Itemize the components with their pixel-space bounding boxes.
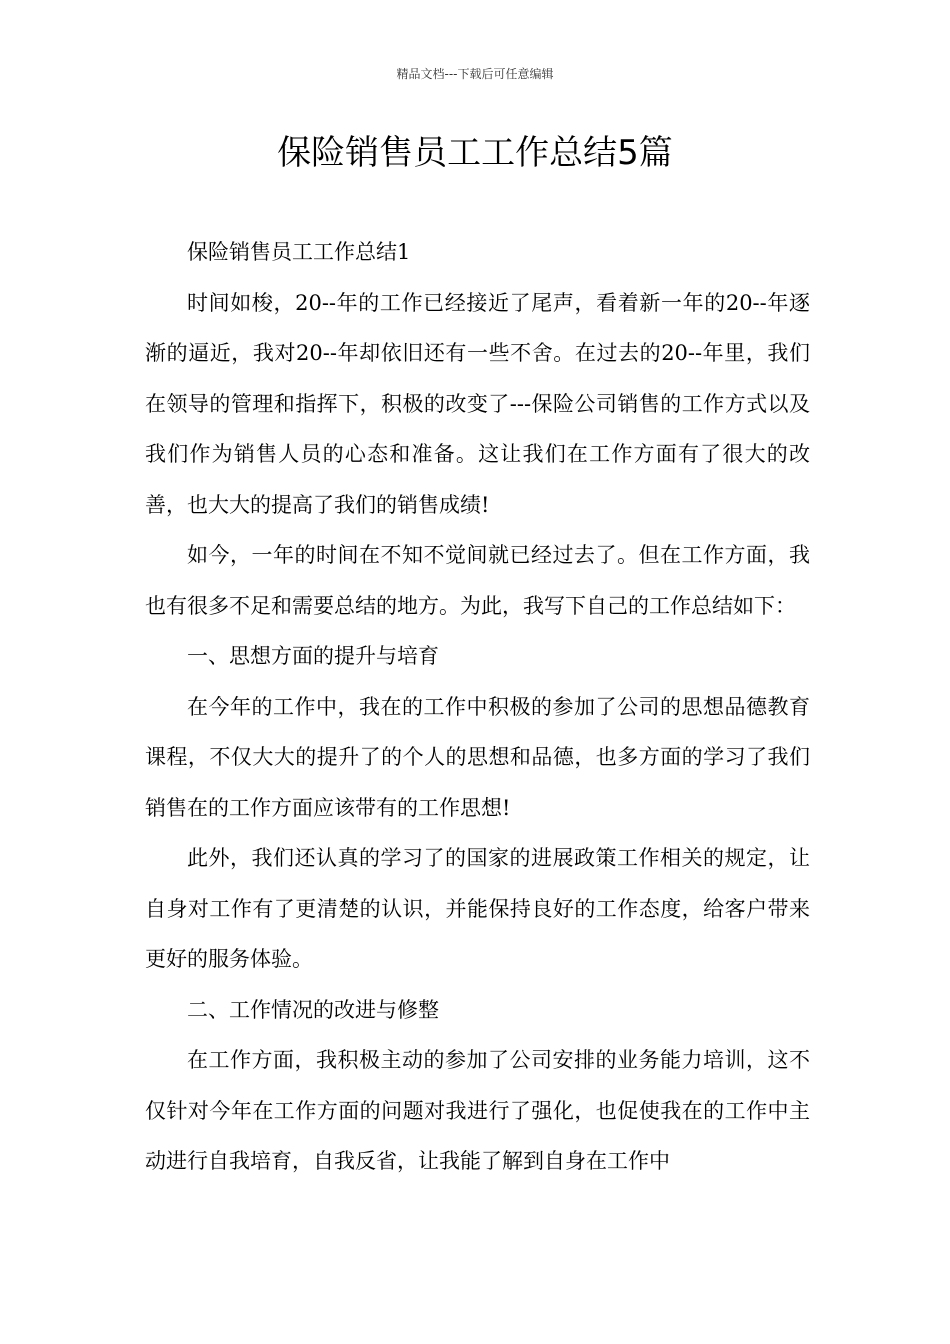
body-paragraph: 时间如梭，20--年的工作已经接近了尾声，看着新一年的20--年逐渐的逼近，我对20--年却依旧还有一些不舍。在过去的20--年里，我们在领导的管理和指挥下，积极的改变了---保险公司销售的工作方式以及我们作为销售人员的心态和准备。这让我们在工作方面有了很大的改善，也大大的提高了我们的销售成绩! [145, 290, 810, 517]
header-note: 精品文档---下载后可任意编辑 [396, 67, 554, 81]
section-heading: 二、工作情况的改进与修整 [187, 997, 439, 1022]
body-paragraph: 如今，一年的时间在不知不觉间就已经过去了。但在工作方面，我也有很多不足和需要总结的地方。为此，我写下自己的工作总结如下： [145, 543, 810, 618]
document-title: 保险销售员工工作总结5篇 [277, 133, 673, 173]
body-paragraph: 此外，我们还认真的学习了的国家的进展政策工作相关的规定，让自身对工作有了更清楚的认识，并能保持良好的工作态度，给客户带来更好的服务体验。 [145, 846, 810, 971]
section-heading: 一、思想方面的提升与培育 [187, 644, 439, 668]
document-body [145, 227, 810, 1187]
section-heading: 保险销售员工工作总结1 [187, 240, 411, 264]
body-paragraph: 在今年的工作中，我在的工作中积极的参加了公司的思想品德教育课程，不仅大大的提升了的个人的思想和品德，也多方面的学习了我们销售在的工作方面应该带有的工作思想! [145, 694, 810, 820]
body-paragraph: 在工作方面，我积极主动的参加了公司安排的业务能力培训，这不仅针对今年在工作方面的问题对我进行了强化，也促使我在的工作中主动进行自我培育，自我反省，让我能了解到自身在工作中 [145, 1048, 810, 1173]
